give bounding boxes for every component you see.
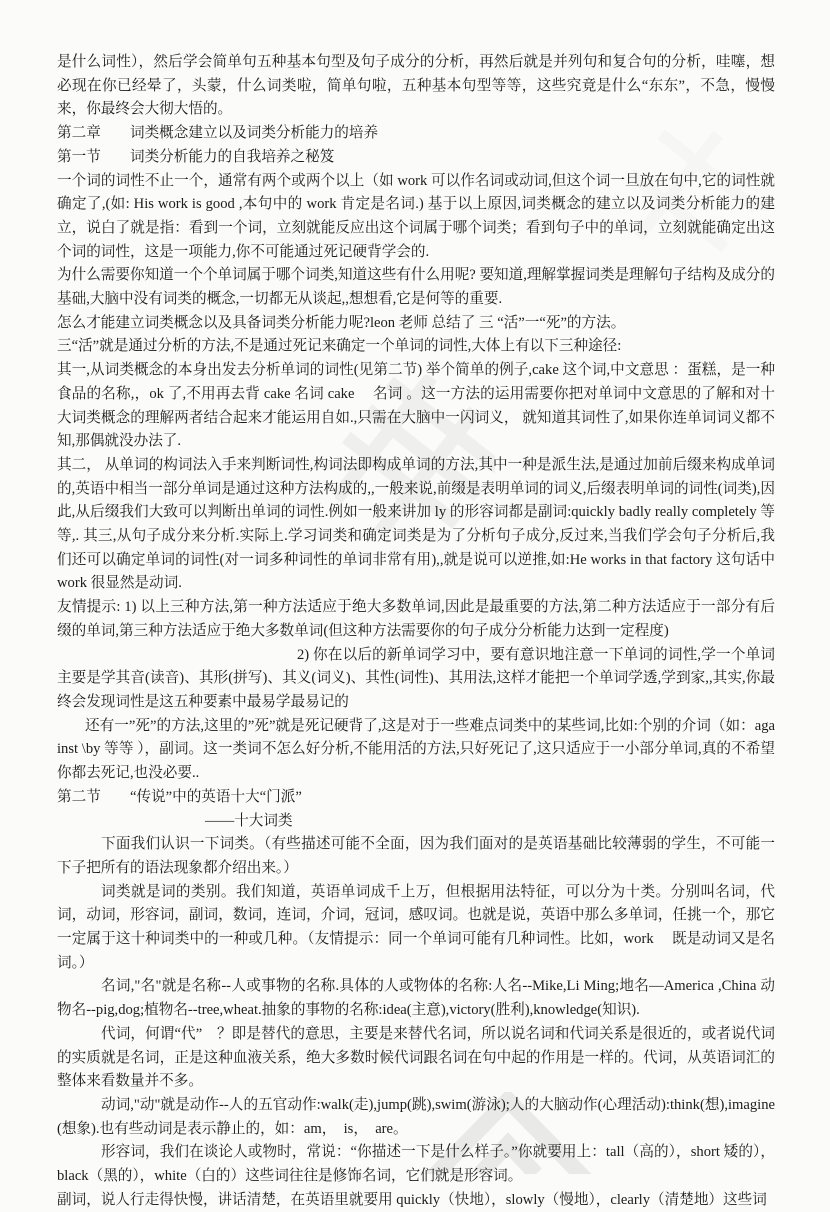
paragraph-dead-method: 还有一”死”的方法,这里的”死”就是死记硬背了,这是对于一些难点词类中的某些词,比如:个别的介词（如：against \by 等等 ），副词。这一类词不怎么好分析,不能用活的方法,只好死记了,这只适应于一小部分单词,真的不希望你都去死记,也没必要.. [57, 717, 775, 782]
paragraph-adjective: 形容词，我们在谈论人或物时，常说：“你描述一下是什么样子。”你就要用上：tall（高的），short 矮的），black（黑的），white（白的）这些词往往是修饰名词，它们就是形容词。 [57, 1144, 775, 1185]
section-2-heading: 第二节 “传说”中的英语十大“门派” [57, 788, 302, 805]
paragraph-three-alive: 三“活”就是通过分析的方法,不是通过死记来确定一个单词的词性,大体上有以下三种途径: [57, 338, 622, 355]
section-1-heading: 第一节 词类分析能力的自我培养之秘笈 [57, 148, 335, 165]
paragraph-leon-method: 怎么才能建立词类概念以及具备词类分析能力呢?leon 老师 总结了 三 “活”一“死”的方法。 [57, 314, 626, 331]
paragraph-noun: 名词,"名"就是名称--人或事物的名称.具体的人或物体的名称:人名--Mike,Li Ming;地名—America ,China 动物名--pig,dog;植物名--tree,wheat.抽象的事物的名称:idea(主意),victory(胜利),knowledge(知识). [57, 978, 775, 1019]
subtitle-ten-word-classes: ——十大词类 [205, 812, 293, 829]
paragraph-method-one: 其一,从词类概念的本身出发去分析单词的词性(见第二节) 举个简单的例子,cake 这个词,中文意思 ：蛋糕，是一种食品的名称,，ok 了,不用再去背 cake 名词 cake 名词 。这一方法的运用需要你把对单词中文意思的了解和对十大词类概念的理解两者结合起来才能运用自如.,只需在大脑中一闪词义， 就知道其词性了,如果你连单词词义都不知,那偶就没办法了. [57, 362, 775, 450]
paragraph-method-two-three: 其二， 从单词的构词法入手来判断词性,构词法即构成单词的方法,其中一种是派生法,是通过加前后缀来构成单词的,英语中相当一部分单词是通过这种方法构成的,,一般来说,前缀是表明单词的词义,后缀表明单词的词性(词类),因此,从后缀我们大致可以判断出单词的词性.例如一般来讲加 ly 的形容词都是副词:quickly badly really completely 等等,. 其三,从句子成分来分析.实际上.学习词类和确定词类是为了分析句子成分,反过来,当我们学会句子分析后,我们还可以确定单词的词性(对一词多种词性的单词非常有用),,就是说可以逆推,如:He works in that factory 这句话中 work 很显然是动词. [57, 456, 775, 592]
paragraph-word-class-intro: 一个词的词性不止一个，通常有两个或两个以上（如 work 可以作名词或动词,但这个词一旦放在句中,它的词性就确定了,(如: His work is good ,本句中的 work 肯定是名词.) 基于以上原因,词类概念的建立以及词类分析能力的建立，说白了就是指：看到一个词，立刻就能反应出这个词属于哪个词类；看到句子中的单词，立刻就能确定出这个词的词性，这是一项能力,你不可能通过死记硬背学会的. [57, 172, 775, 260]
paragraph-tip-1: 友情提示: 1) 以上三种方法,第一种方法适应于绝大多数单词,因此是最重要的方法,第二种方法适应于一部分有后缀的单词,第三种方法适应于绝大多数单词(但这种方法需要你的句子成分分析能力达到一定程度) [57, 599, 775, 639]
paragraph-verb: 动词,"动"就是动作--人的五官动作:walk(走),jump(跳),swim(游泳);人的大脑动作(心理活动):think(想),imagine(想象).也有些动词是表示静止的，如：am， is， are。 [57, 1096, 775, 1137]
chapter-2-heading: 第二章 词类概念建立以及词类分析能力的培养 [57, 125, 379, 142]
paragraph-why-word-class: 为什么需要你知道一个个单词属于哪个词类,知道这些有什么用呢? 要知道,理解掌握词类是理解句子结构及成分的基础,大脑中没有词类的概念,一切都无从谈起,,想想看,它是何等的重要. [57, 267, 775, 308]
paragraph-ten-categories: 词类就是词的类别。我们知道，英语单词成千上万，但根据用法特征，可以分为十类。分别叫名词，代词，动词，形容词，副词，数词，连词，介词，冠词，感叹词。也就是说，英语中那么多单词，任挑一个，那它一定属于这十种词类中的一种或几种。（友情提示：同一个单词可能有几种词性。比如，work 既是动词又是名词。） [57, 883, 775, 971]
document-body [57, 51, 775, 1212]
paragraph-tip-2: 2) 你在以后的新单词学习中，要有意识地注意一下单词的词性,学一个单词主要是学其音(读音)、其形(拼写)、其义(词义)、其性(词性)、其用法,这样才能把一个单词学透,学到家,,其实,你最终会发现词性是这五种要素中最易学最易记的 [57, 646, 775, 710]
paragraph-pronoun: 代词，何谓“代” ？即是替代的意思，主要是来替代名词，所以说名词和代词关系是很近的，或者说代词的实质就是名词，正是这种血液关系，绝大多数时候代词跟名词在句中起的作用是一样的。代词，从英语词汇的整体来看数量并不多。 [57, 1025, 775, 1090]
document-page [57, 51, 775, 1212]
paragraph-intro-continuation: 是什么词性），然后学会简单句五种基本句型及句子成分的分析，再然后就是并列句和复合句的分析，哇噻，想必现在你已经晕了，头蒙，什么词类啦，简单句啦，五种基本句型等等，这些究竟是什么“东东”，不急，慢慢来，你最终会大彻大悟的。 [57, 54, 775, 118]
paragraph-adverb: 副词，说人行走得快慢，讲话清楚，在英语里就要用 quickly（快地），slowly（慢地），clearly（清楚地）这些词 [57, 1191, 767, 1208]
paragraph-know-word-classes: 下面我们认识一下词类。（有些描述可能不全面，因为我们面对的是英语基础比较薄弱的学生，不可能一下子把所有的语法现象都介绍出来。） [57, 836, 775, 876]
